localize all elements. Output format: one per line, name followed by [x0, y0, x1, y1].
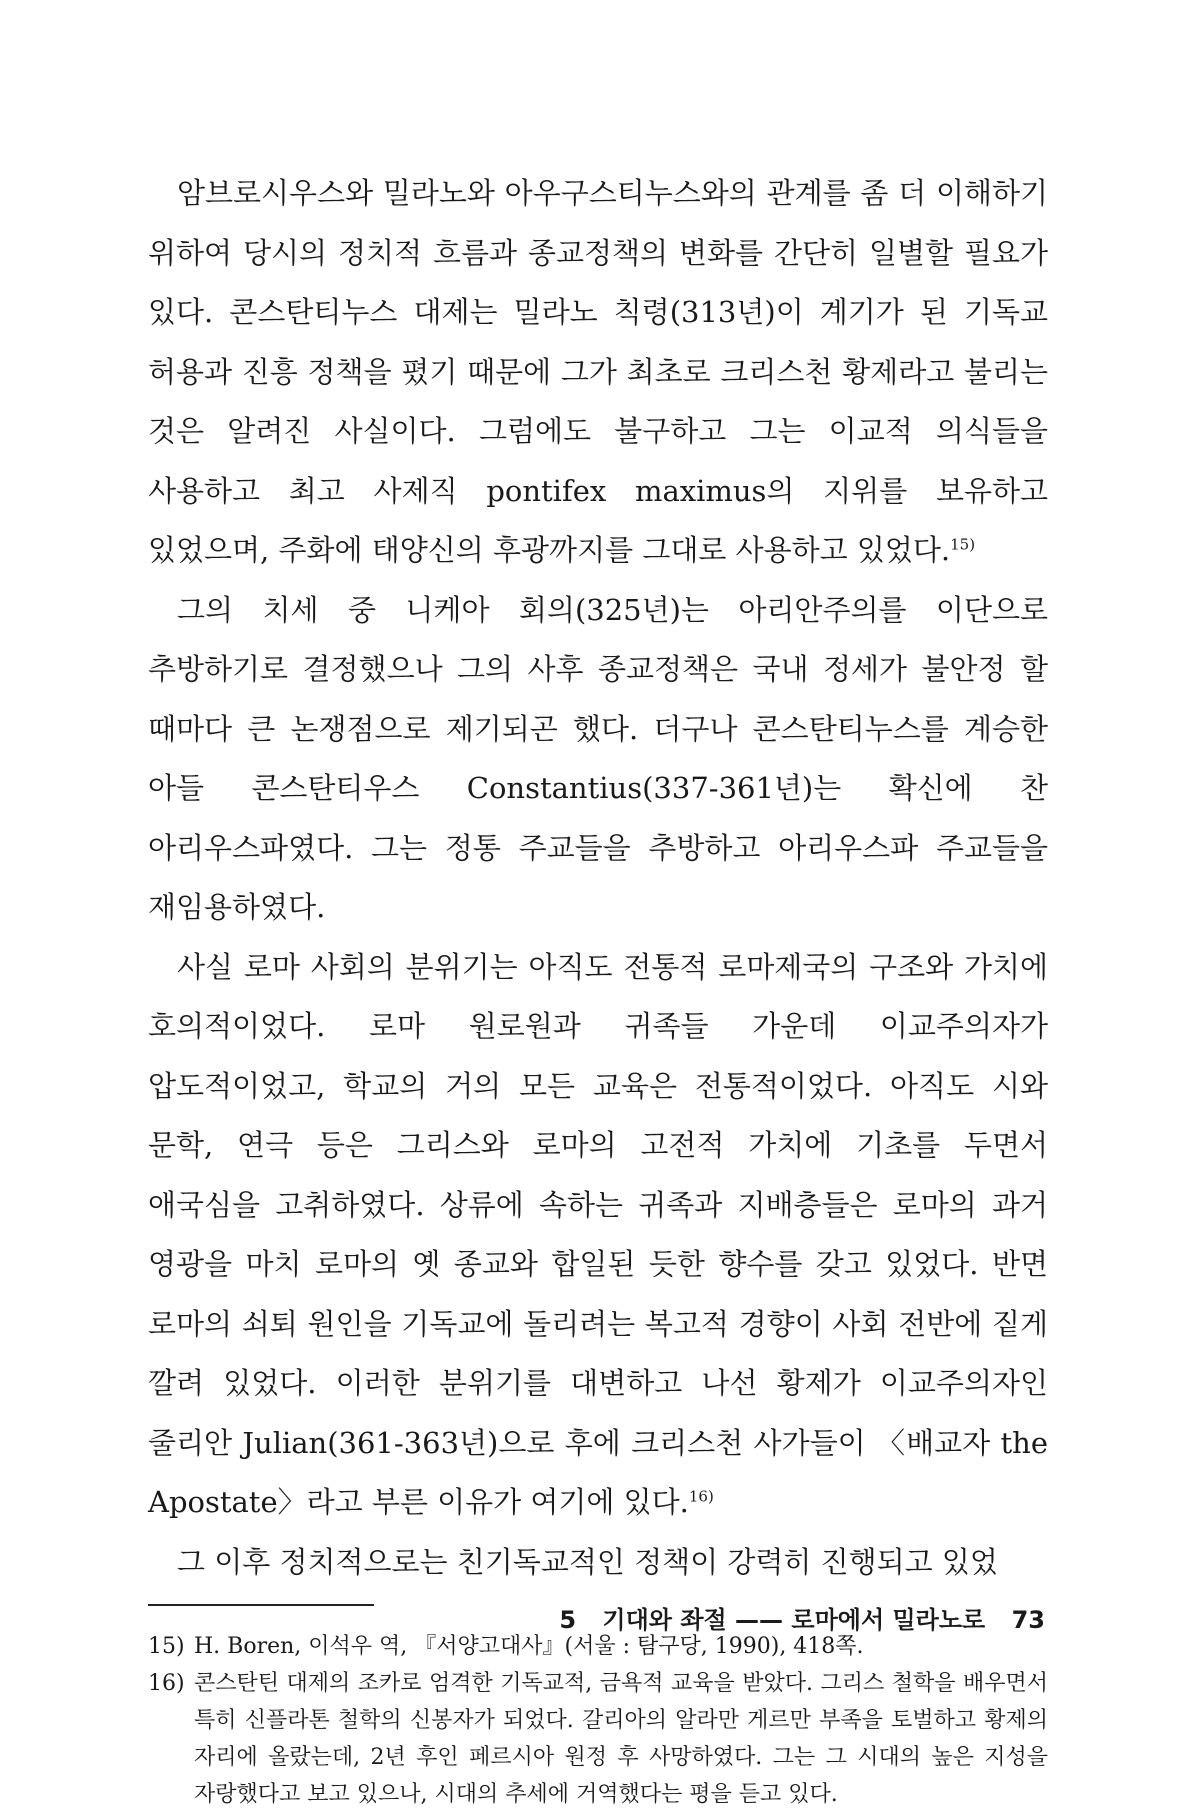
chapter-number: 5 [559, 1606, 577, 1634]
footnote-ref-15[interactable]: 15) [950, 535, 976, 554]
paragraph-text: 사실 로마 사회의 분위기는 아직도 전통적 로마제국의 구조와 가치에 호의적이었다. 로마 원로원과 귀족들 가운데 이교주의자가 압도적이었고, 학교의 거의 모든 교육은 전통적이었다. 아직도 시와 문학, 연극 등은 그리스와 로마의 고전적 가치에 기초를 두면서 애국심을 고취하였다. 상류에 속하는 귀족과 지배층들은 로마의 과거 영광을 마치 로마의 옛 종교와 합일된 듯한 향수를 갖고 있었다. 반면 로마의 쇠퇴 원인을 기독교에 돌리려는 복고적 경향이 사회 전반에 짙게 깔려 있었다. 이러한 분위기를 대변하고 나선 황제가 이교주의자인 줄리안 Julian(361-363년)으로 후에 크리스천 사가들이 〈배교자 the Apostate〉라고 부른 이유가 여기에 있다. [148, 949, 1048, 1519]
paragraph-2 [148, 581, 1048, 938]
page-content [148, 164, 1048, 1813]
footnotes [148, 1628, 1048, 1813]
running-footer [559, 1600, 1045, 1635]
footnote-number: 15) [148, 1634, 185, 1659]
paragraph-4 [148, 1533, 1048, 1593]
chapter-title: 기대와 좌절 —— 로마에서 밀라노로 [602, 1606, 986, 1634]
footnote-text: 콘스탄틴 대제의 조카로 엄격한 기독교적, 금욕적 교육을 받았다. 그리스 철학을 배우면서 특히 신플라톤 철학의 신봉자가 되었다. 갈리아의 알라만 게르만 부족을 토벌하고 황제의 자리에 올랐는데, 2년 후인 페르시아 원정 후 사망하였다. 그는 그 시대의 높은 지성을 자랑했다고 보고 있으나, 시대의 추세에 거역했다는 평을 듣고 있다. [194, 1671, 1048, 1807]
footnote-16 [148, 1665, 1048, 1813]
paragraph-text: 그 이후 정치적으로는 친기독교적인 정책이 강력히 진행되고 있었 [177, 1544, 998, 1579]
footnote-divider [148, 1604, 374, 1606]
paragraph-text: 그의 치세 중 니케아 회의(325년)는 아리안주의를 이단으로 추방하기로 결정했으나 그의 사후 종교정책은 국내 정세가 불안정 할 때마다 큰 논쟁점으로 제기되곤 했다. 더구나 콘스탄티누스를 계승한 아들 콘스탄티우스 Constantius(337-361년)는 확신에 찬 아리우스파였다. 그는 정통 주교들을 추방하고 아리우스파 주교들을 재임용하였다. [148, 592, 1048, 924]
page-number: 73 [1011, 1606, 1045, 1634]
paragraph-text: 암브로시우스와 밀라노와 아우구스티누스와의 관계를 좀 더 이해하기 위하여 당시의 정치적 흐름과 종교정책의 변화를 간단히 일별할 필요가 있다. 콘스탄티누스 대제는 밀라노 칙령(313년)이 계기가 된 기독교 허용과 진흥 정책을 폈기 때문에 그가 최초로 크리스천 황제라고 불리는 것은 알려진 사실이다. 그럼에도 불구하고 그는 이교적 의식들을 사용하고 최고 사제직 pontifex maximus의 지위를 보유하고 있었으며, 주화에 태양신의 후광까지를 그대로 사용하고 있었다. [148, 176, 1048, 567]
footnote-ref-16[interactable]: 16) [688, 1487, 714, 1506]
footnote-number: 16) [148, 1671, 185, 1696]
body-text [148, 164, 1048, 1592]
paragraph-1 [148, 164, 1048, 581]
footnote-text: H. Boren, 이석우 역, 『서양고대사』(서울 : 탐구당, 1990), 418쪽. [194, 1634, 864, 1659]
paragraph-3 [148, 938, 1048, 1533]
